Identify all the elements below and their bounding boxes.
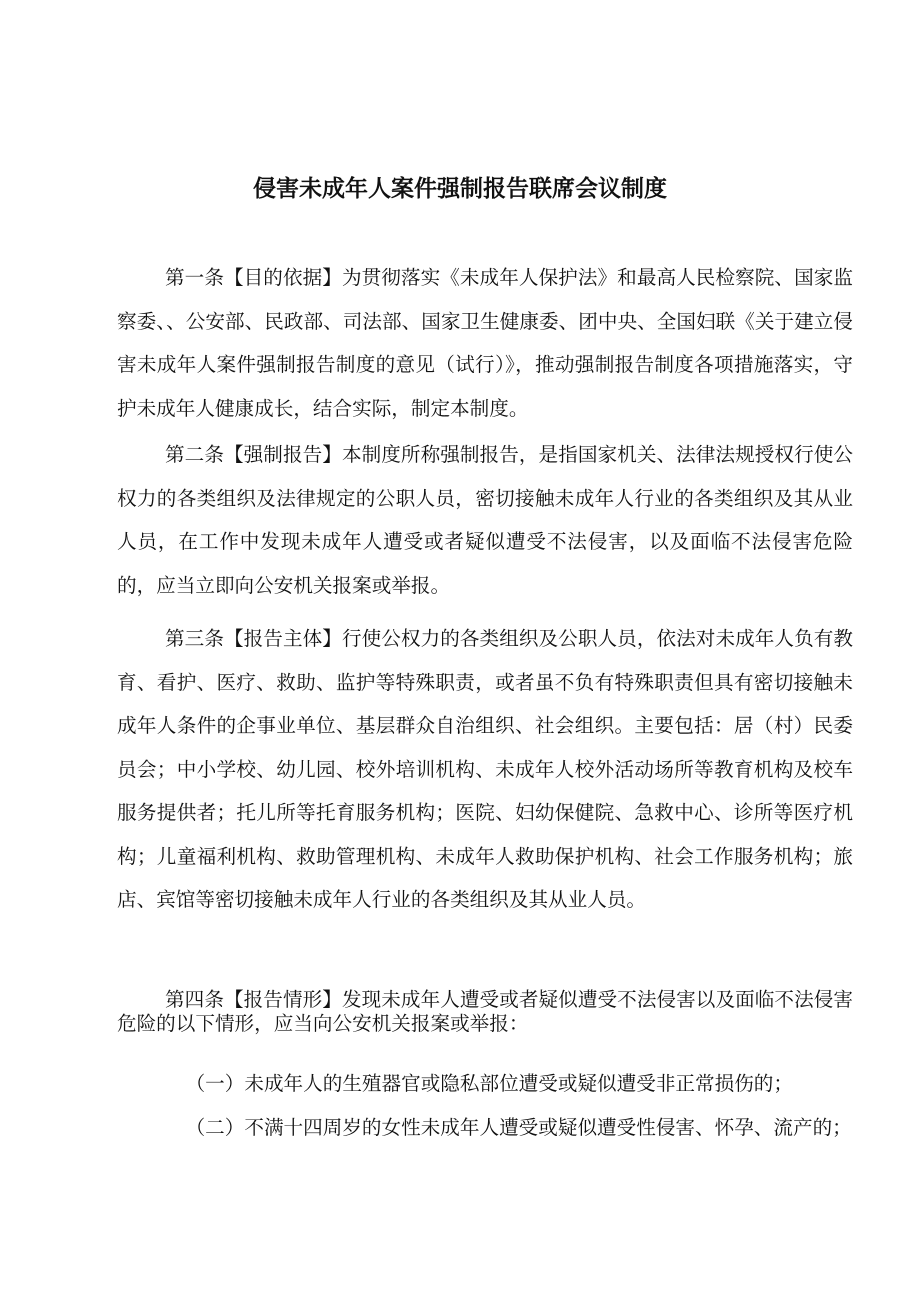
article-4: 第四条【报告情形】发现未成年人遭受或者疑似遭受不法侵害以及面临不法侵害危险的以下情形，应当向公安机关报案或举报： [117,988,853,1035]
article-1: 第一条【目的依据】为贯彻落实《未成年人保护法》和最高人民检察院、国家监察委、、公安部、民政部、司法部、国家卫生健康委、团中央、全国妇联《关于建立侵害未成年人案件强制报告制度的意见（试行）》，推动强制报告制度各项措施落实，守护未成年人健康成长，结合实际，制定本制度。 [117,266,853,420]
article-3: 第三条【报告主体】行使公权力的各类组织及公职人员，依法对未成年人负有教育、看护、医疗、救助、监护等特殊职责，或者虽不负有特殊职责但具有密切接触未成年人条件的企事业单位、基层群众自治组织、社会组织。主要包括：居（村）民委员会；中小学校、幼儿园、校外培训机构、未成年人校外活动场所等教育机构及校车服务提供者；托儿所等托育服务机构；医院、妇幼保健院、急救中心、诊所等医疗机构；儿童福利机构、救助管理机构、未成年人救助保护机构、社会工作服务机构；旅店、宾馆等密切接触未成年人行业的各类组织及其从业人员。 [117,627,853,911]
article-2: 第二条【强制报告】本制度所称强制报告，是指国家机关、法律法规授权行使公权力的各类组织及法律规定的公职人员，密切接触未成年人行业的各类组织及其从业人员，在工作中发现未成年人遭受或者疑似遭受不法侵害，以及面临不法侵害危险的，应当立即向公安机关报案或举报。 [117,443,853,597]
article-4-item-1: （一）未成年人的生殖器官或隐私部位遭受或疑似遭受非正常损伤的； [185,1072,793,1095]
document-title: 侵害未成年人案件强制报告联席会议制度 [253,176,667,202]
article-4-item-2: （二）不满十四周岁的女性未成年人遭受或疑似遭受性侵害、怀孕、流产的； [185,1116,852,1139]
